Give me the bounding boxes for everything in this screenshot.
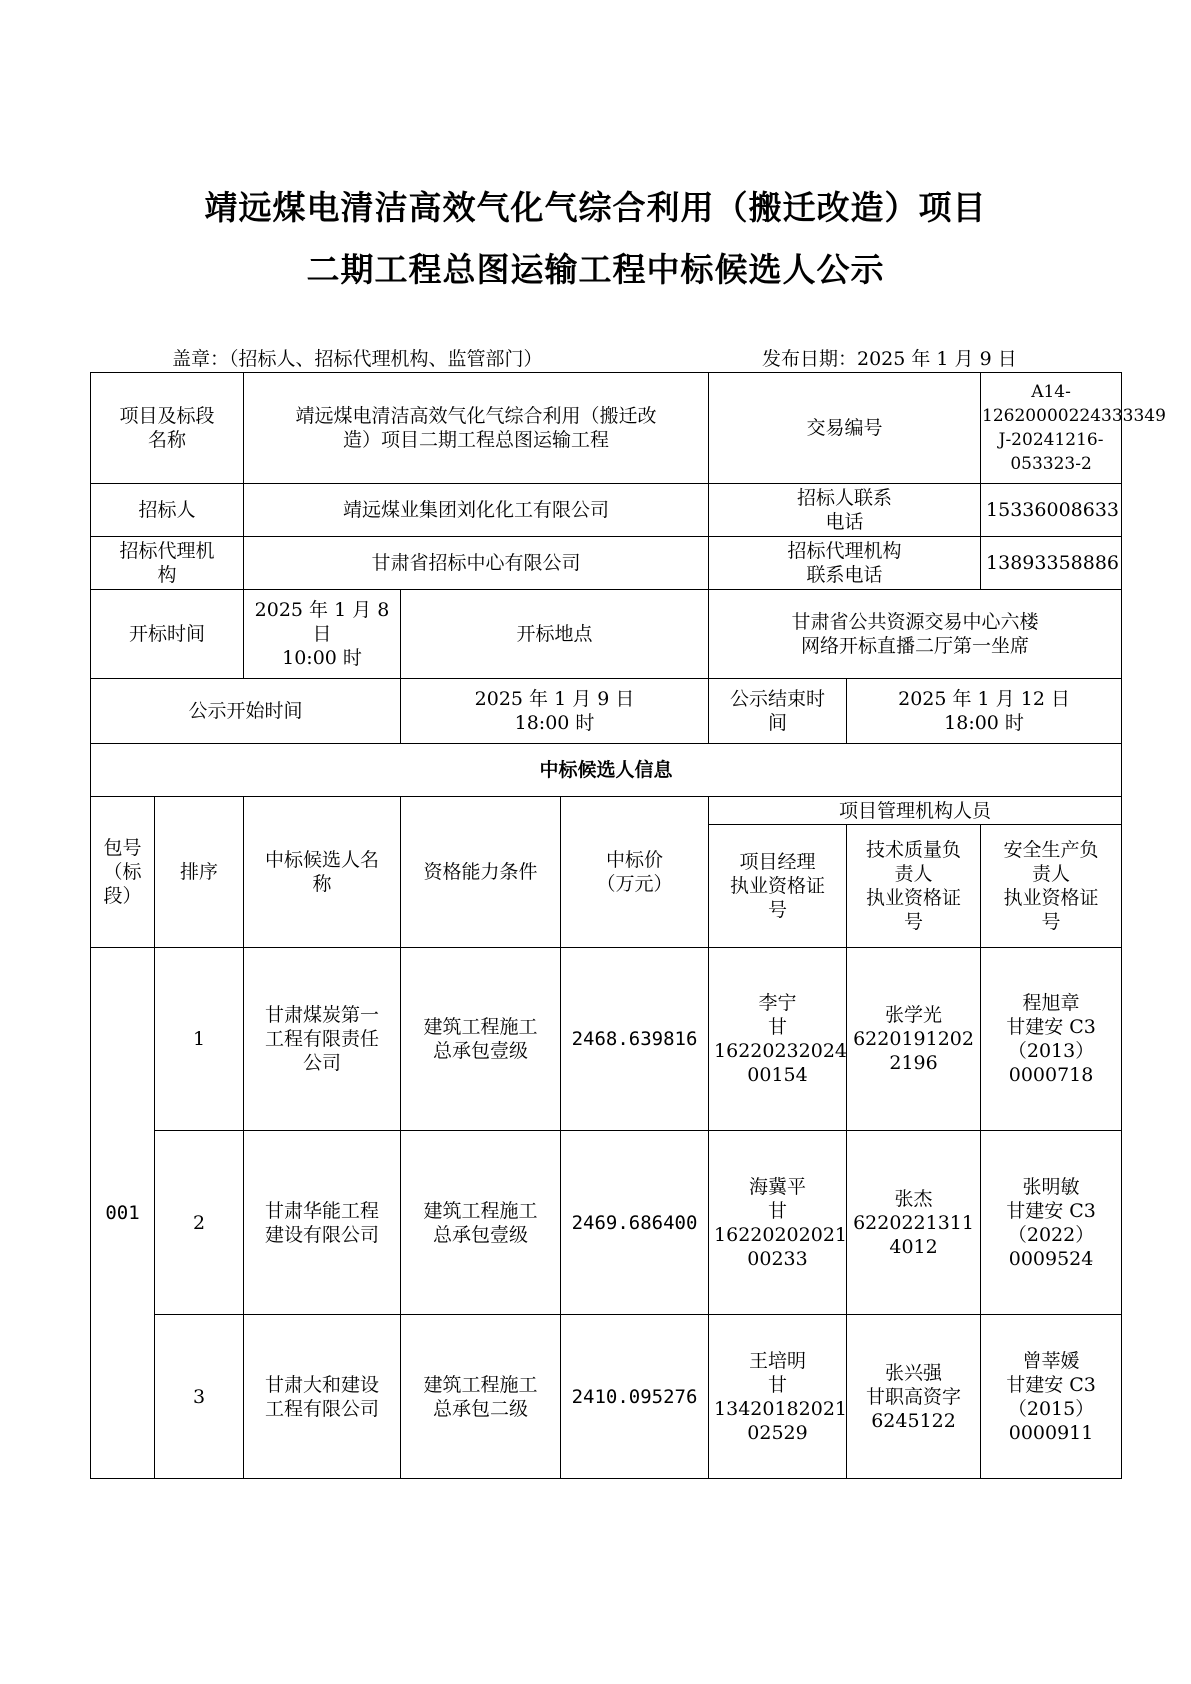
candidate-safety: 曾莘媛 甘建安 C3 （2015） 0000911: [981, 1315, 1122, 1479]
candidate-price: 2469.686400: [561, 1131, 709, 1315]
personnel-group-header: 项目管理机构人员: [709, 797, 1122, 825]
seal-line: 盖章：（招标人、招标代理机构、监管部门）: [172, 348, 543, 370]
document-title-line-1: 靖远煤电清洁高效气化气综合利用（搬迁改造）项目: [204, 188, 987, 227]
tenderer: 靖远煤业集团刘化化工有限公司: [244, 484, 709, 537]
price-header: 中标价 （万元）: [561, 797, 709, 948]
candidate-name: 甘肃华能工程 建设有限公司: [244, 1131, 401, 1315]
notice-end: 2025 年 1 月 12 日 18:00 时: [847, 679, 1122, 744]
document-title-line-2: 二期工程总图运输工程中标候选人公示: [306, 250, 885, 289]
candidate-qualification: 建筑工程施工 总承包壹级: [401, 1131, 561, 1315]
agency: 甘肃省招标中心有限公司: [244, 537, 709, 590]
candidate-pm: 李宁 甘 16220232024 00154: [709, 948, 847, 1131]
pm-header: 项目经理 执业资格证 号: [709, 825, 847, 948]
candidate-name: 甘肃大和建设 工程有限公司: [244, 1315, 401, 1479]
candidate-rank: 1: [155, 948, 244, 1131]
candidate-tech: 张兴强 甘职高资字 6245122: [847, 1315, 981, 1479]
candidate-rank: 2: [155, 1131, 244, 1315]
trade-no: A14-12620000224333349 J-20241216-053323-2: [981, 373, 1122, 484]
candidate-tech: 张杰 6220221311 4012: [847, 1131, 981, 1315]
candidate-pm: 王培明 甘 13420182021 02529: [709, 1315, 847, 1479]
notice-period-row: [91, 679, 1122, 744]
open-place-label: 开标地点: [401, 590, 709, 679]
qualification-header: 资格能力条件: [401, 797, 561, 948]
agency-row: [91, 537, 1122, 590]
candidate-safety: 张明敏 甘建安 C3 （2022） 0009524: [981, 1131, 1122, 1315]
candidate-price: 2468.639816: [561, 948, 709, 1131]
candidates-header-row-1: [91, 797, 1122, 825]
section-title-row: [91, 744, 1122, 797]
tenderer-label: 招标人: [91, 484, 244, 537]
candidate-qualification: 建筑工程施工 总承包二级: [401, 1315, 561, 1479]
agency-phone: 13893358886: [981, 537, 1122, 590]
candidate-tech: 张学光 6220191202 2196: [847, 948, 981, 1131]
project-label: 项目及标段 名称: [91, 373, 244, 484]
candidate-pm: 海冀平 甘 16220202021 00233: [709, 1131, 847, 1315]
rank-header: 排序: [155, 797, 244, 948]
open-time: 2025 年 1 月 8 日 10:00 时: [244, 590, 401, 679]
notice-start-label: 公示开始时间: [91, 679, 401, 744]
package-header: 包号 （标 段）: [91, 797, 155, 948]
tenderer-row: [91, 484, 1122, 537]
candidates-section-title: 中标候选人信息: [91, 744, 1122, 797]
agency-phone-label: 招标代理机构 联系电话: [709, 537, 981, 590]
agency-label: 招标代理机 构: [91, 537, 244, 590]
tech-header: 技术质量负 责人 执业资格证 号: [847, 825, 981, 948]
table-row: [91, 948, 1122, 1131]
table-row: [91, 1131, 1122, 1315]
tenderer-phone-label: 招标人联系 电话: [709, 484, 981, 537]
safety-header: 安全生产负 责人 执业资格证 号: [981, 825, 1122, 948]
candidate-name: 甘肃煤炭第一 工程有限责任 公司: [244, 948, 401, 1131]
package-no: 001: [91, 948, 155, 1479]
publish-date: 发布日期：2025 年 1 月 9 日: [762, 348, 1017, 370]
table-row: [91, 1315, 1122, 1479]
name-header: 中标候选人名 称: [244, 797, 401, 948]
candidate-price: 2410.095276: [561, 1315, 709, 1479]
candidate-qualification: 建筑工程施工 总承包壹级: [401, 948, 561, 1131]
notice-end-label: 公示结束时 间: [709, 679, 847, 744]
project-name: 靖远煤电清洁高效气化气综合利用（搬迁改 造）项目二期工程总图运输工程: [244, 373, 709, 484]
open-place: 甘肃省公共资源交易中心六楼 网络开标直播二厅第一坐席: [709, 590, 1122, 679]
tenderer-phone: 15336008633: [981, 484, 1122, 537]
open-time-label: 开标时间: [91, 590, 244, 679]
opening-row: [91, 590, 1122, 679]
candidate-safety: 程旭章 甘建安 C3 （2013） 0000718: [981, 948, 1122, 1131]
candidate-rank: 3: [155, 1315, 244, 1479]
notice-table: [90, 372, 1166, 1479]
project-row: [91, 373, 1122, 484]
trade-no-label: 交易编号: [709, 373, 981, 484]
notice-start: 2025 年 1 月 9 日 18:00 时: [401, 679, 709, 744]
